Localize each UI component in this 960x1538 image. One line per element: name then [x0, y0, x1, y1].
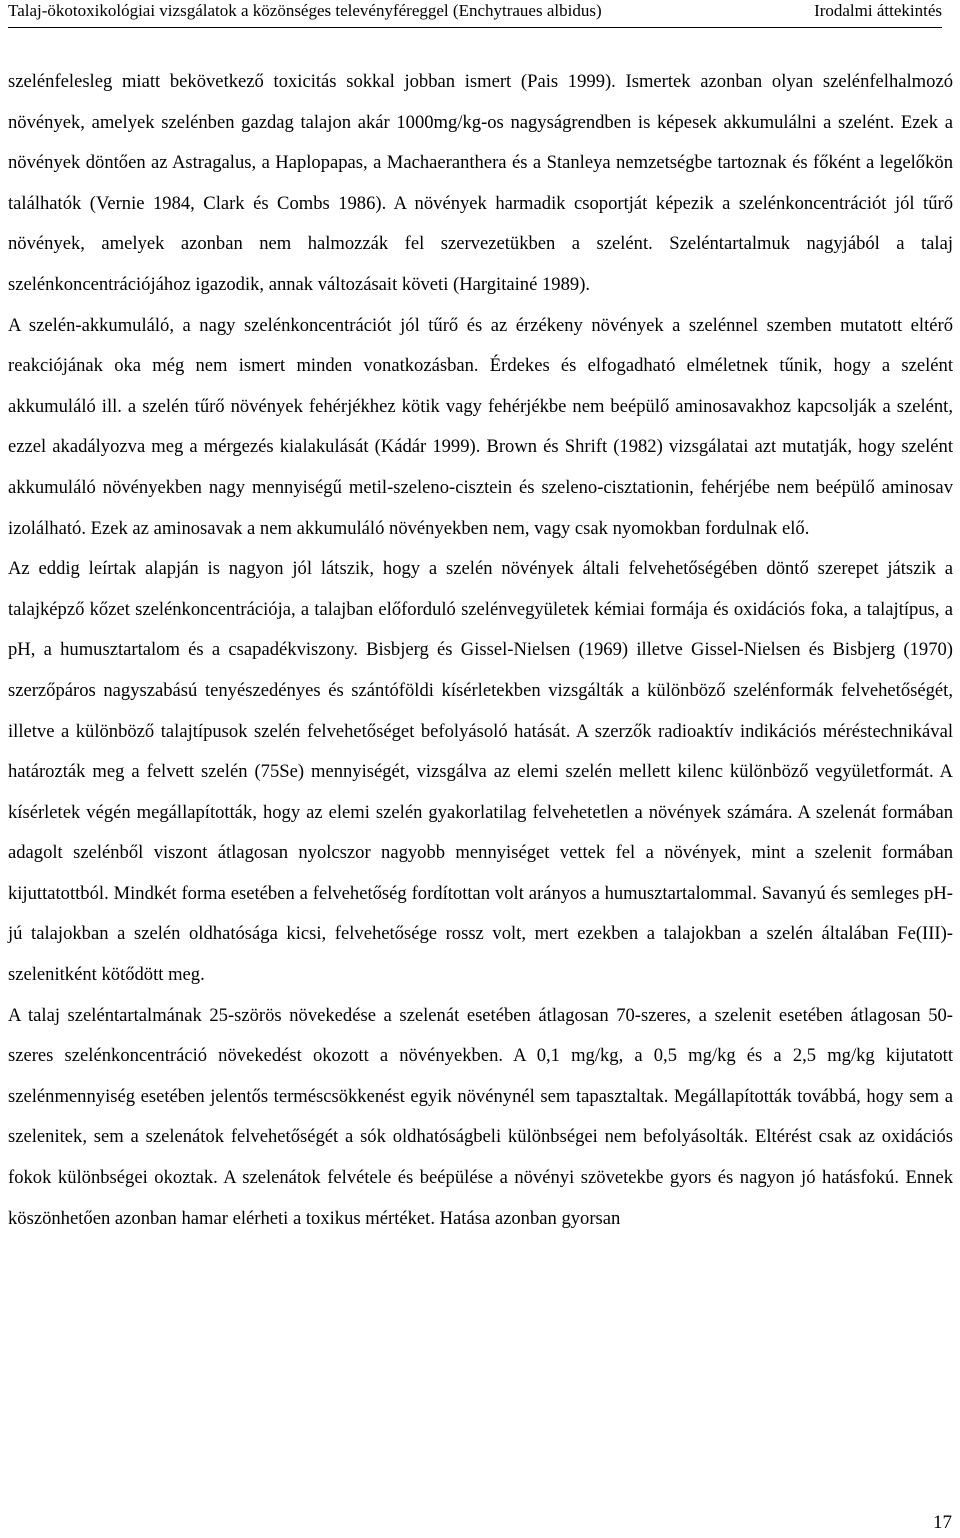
header-section: Irodalmi áttekintés [814, 1, 942, 20]
header-title: Talaj-ökotoxikológiai vizsgálatok a közönséges televényféreggel (Enchytraues albidus) [8, 1, 602, 20]
page-number: 17 [933, 1512, 952, 1533]
body-text [8, 62, 953, 1239]
paragraph-4: A talaj szeléntartalmának 25-szörös növekedése a szelenát esetében átlagosan 70-szeres, a szelenit esetében átlagosan 50-szeres szelénkoncentráció növekedést okozott a növényekben. A 0,1 mg/kg, a 0,5 mg/kg és a 2,5 mg/kg kijutatott szelénmennyiség esetében jelentős terméscsökkenést egyik növénynél sem tapasztaltak. Megállapították továbbá, hogy sem a szelenitek, sem a szelenátok felvehetőségét a sók oldhatóságbeli különbségei nem befolyásolták. Eltérést csak az oxidációs fokok különbségei okoztak. A szelenátok felvétele és beépülése a növényi szövetekbe gyors és nagyon jó hatásfokú. Ennek köszönhetően azonban hamar elérheti a toxikus mértéket. Hatása azonban gyorsan [8, 1004, 953, 1229]
running-header [8, 0, 942, 28]
paragraph-1: szelénfelesleg miatt bekövetkező toxicitás sokkal jobban ismert (Pais 1999). Ismertek azonban olyan szelénfelhalmozó növények, amelyek szelénben gazdag talajon akár 1000mg/kg-os nagyságrendben is képesek akkumulálni a szelént. Ezek a növények döntően az Astragalus, a Haplopapas, a Machaeranthera és a Stanleya nemzetségbe tartoznak és főként a legelőkön találhatók (Vernie 1984, Clark és Combs 1986). A növények harmadik csoportját képezik a szelénkoncentrációt jól tűrő növények, amelyek azonban nem halmozzák fel szervezetükben a szelént. Szeléntartalmuk nagyjából a talaj szelénkoncentrációjához igazodik, annak változásait követi (Hargitainé 1989). [8, 71, 953, 295]
paragraph-2: A szelén-akkumuláló, a nagy szelénkoncentrációt jól tűrő és az érzékeny növények a szelénnel szemben mutatott eltérő reakciójának oka még nem ismert minden vonatkozásban. Érdekes és elfogadható elméletnek tűnik, hogy a szelént akkumuláló ill. a szelén tűrő növények fehérjékhez kötik vagy fehérjékbe nem beépülő aminosavakhoz kapcsolják a szelént, ezzel akadályozva meg a mérgezés kialakulását (Kádár 1999). Brown és Shrift (1982) vizsgálatai azt mutatják, hogy szelént akkumuláló növényekben nagy mennyiségű metil-szeleno-cisztein és szeleno-cisztationin, fehérjébe nem beépülő aminosav izolálható. Ezek az aminosavak a nem akkumuláló növényekben nem, vagy csak nyomokban fordulnak elő. [8, 314, 953, 539]
paragraph-3: Az eddig leírtak alapján is nagyon jól látszik, hogy a szelén növények általi felvehetőségében döntő szerepet játszik a talajképző kőzet szelénkoncentrációja, a talajban előforduló szelénvegyületek kémiai formája és oxidációs foka, a talajtípus, a pH, a humusztartalom és a csapadékviszony. Bisbjerg és Gissel-Nielsen (1969) illetve Gissel-Nielsen és Bisbjerg (1970) szerzőpáros nagyszabású tenyészedényes és szántóföldi kísérletekben vizsgálták a különböző szelénformák felvehetőségét, illetve a különböző talajtípusok szelén felvehetőséget befolyásoló hatását. A szerzők radioaktív indikációs méréstechnikával határozták meg a felvett szelén (75Se) mennyiségét, vizsgálva az elemi szelén mellett kilenc különböző vegyületformát. A kísérletek végén megállapították, hogy az elemi szelén gyakorlatilag felvehetetlen a növények számára. A szelenát formában adagolt szelénből viszont átlagosan nyolcszor nagyobb mennyiséget vettek fel a növények, mint a szelenit formában kijuttatottból. Mindkét forma esetében a felvehetőség fordítottan volt arányos a humusztartalommal. Savanyú és semleges pH-jú talajokban a szelén oldhatósága kicsi, felvehetősége rossz volt, mert ezekben a talajokban a szelén általában Fe(III)-szelenitként kötődött meg. [8, 558, 953, 986]
